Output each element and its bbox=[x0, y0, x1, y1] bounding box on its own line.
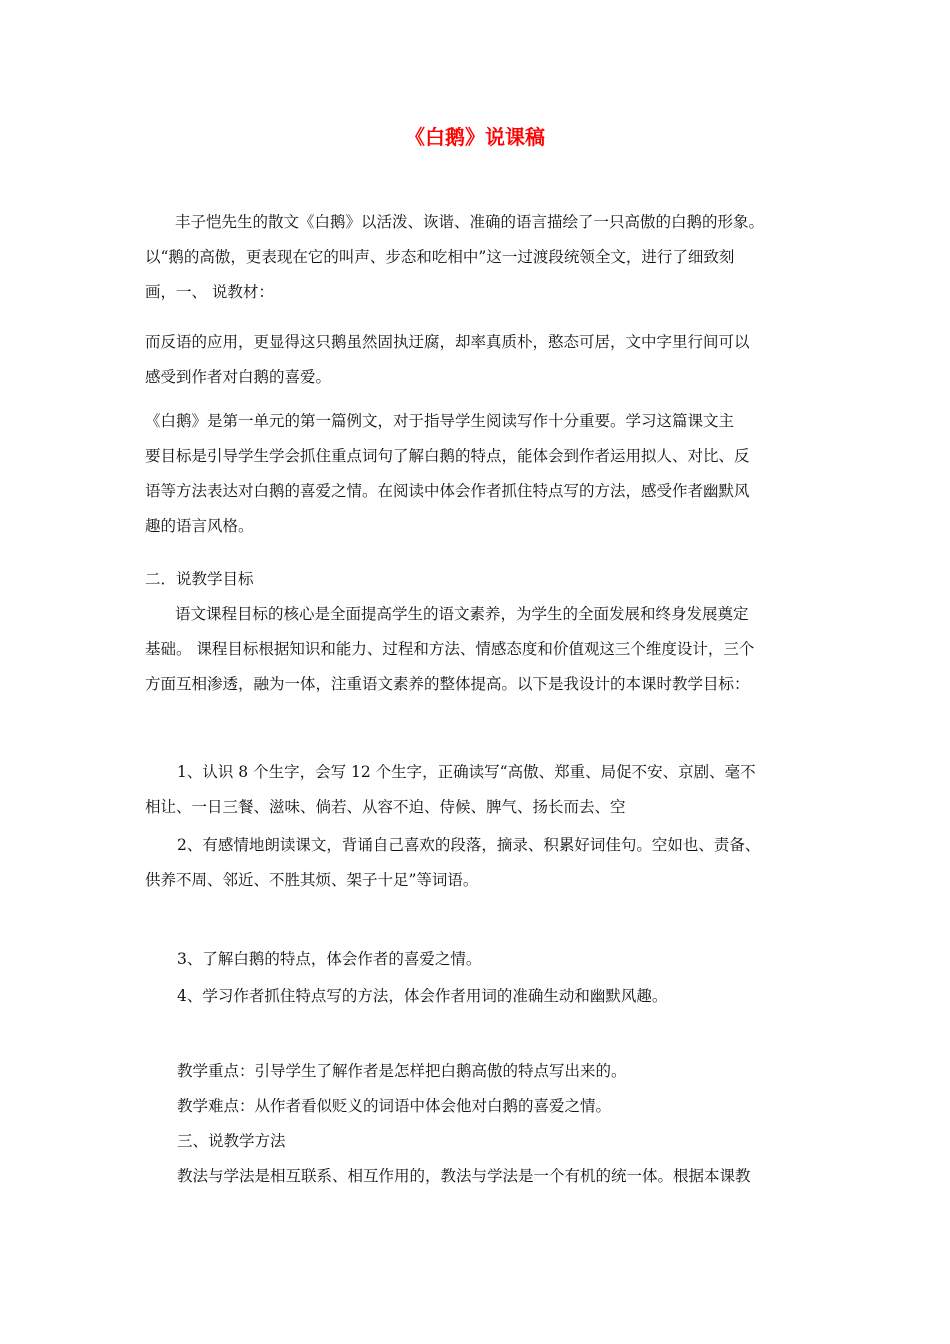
paragraph-line: 供养不周、邻近、不胜其烦、架子十足”等词语。 bbox=[145, 871, 479, 889]
paragraph-line: 2、有感情地朗读课文，背诵自己喜欢的段落，摘录、积累好词佳句。空如也、责备、 bbox=[177, 836, 761, 854]
intro-paragraph bbox=[145, 205, 805, 310]
goal-4: 4、学习作者抓住特点写的方法，体会作者用词的准确生动和幽默风趣。 bbox=[177, 987, 668, 1005]
objectives-paragraph bbox=[145, 597, 805, 702]
textbook-paragraph bbox=[145, 404, 805, 544]
teaching-focus: 教学重点：引导学生了解作者是怎样把白鹅高傲的特点写出来的。 bbox=[177, 1062, 627, 1080]
teaching-difficulty: 教学难点：从作者看似贬义的词语中体会他对白鹅的喜爱之情。 bbox=[177, 1097, 612, 1115]
paragraph-line: 趣的语言风格。 bbox=[145, 517, 254, 535]
section-heading-2: 二．说教学目标 bbox=[145, 570, 254, 588]
paragraph-line: 《白鹅》是第一单元的第一篇例文，对于指导学生阅读写作十分重要。学习这篇课文主 bbox=[145, 412, 735, 430]
paragraph-line: 要目标是引导学生学会抓住重点词句了解白鹅的特点，能体会到作者运用拟人、对比、反 bbox=[145, 447, 750, 465]
paragraph-line: 1、认识 8 个生字，会写 12 个生字，正确读写“高傲、郑重、局促不安、京剧、毫不 bbox=[177, 763, 756, 781]
paragraph-line: 画，一、 说教材： bbox=[145, 283, 274, 301]
goal-3: 3、了解白鹅的特点，体会作者的喜爱之情。 bbox=[177, 950, 482, 968]
paragraph-line: 感受到作者对白鹅的喜爱。 bbox=[145, 368, 332, 386]
paragraph-line: 以“鹅的高傲，更表现在它的叫声、步态和吃相中”这一过渡段统领全文，进行了细致刻 bbox=[145, 248, 735, 266]
goal-2 bbox=[145, 828, 805, 898]
methods-paragraph: 教法与学法是相互联系、相互作用的，教法与学法是一个有机的统一体。根据本课教 bbox=[177, 1167, 751, 1185]
section-heading-3: 三、说教学方法 bbox=[177, 1132, 286, 1150]
paragraph-line: 丰子恺先生的散文《白鹅》以活泼、诙谐、准确的语言描绘了一只高傲的白鹅的形象。 bbox=[175, 213, 765, 231]
paragraph-line: 方面互相渗透，融为一体，注重语文素养的整体提高。以下是我设计的本课时教学目标： bbox=[145, 675, 750, 693]
paragraph-line: 而反语的应用，更显得这只鹅虽然固执迂腐，却率真质朴，憨态可居，文中字里行间可以 bbox=[145, 333, 750, 351]
document-title: 《白鹅》说课稿 bbox=[405, 125, 545, 149]
paragraph-line: 相让、一日三餐、滋味、倘若、从容不迫、侍候、脾气、扬长而去、空 bbox=[145, 798, 626, 816]
paragraph-line: 语文课程目标的核心是全面提高学生的语文素养，为学生的全面发展和终身发展奠定 bbox=[175, 605, 749, 623]
paragraph-line: 基础。 课程目标根据知识和能力、过程和方法、情感态度和价值观这三个维度设计，三个 bbox=[145, 640, 755, 658]
goal-1 bbox=[145, 755, 805, 825]
paragraph-line: 语等方法表达对白鹅的喜爱之情。在阅读中体会作者抓住特点写的方法，感受作者幽默风 bbox=[145, 482, 750, 500]
irony-paragraph bbox=[145, 325, 805, 395]
